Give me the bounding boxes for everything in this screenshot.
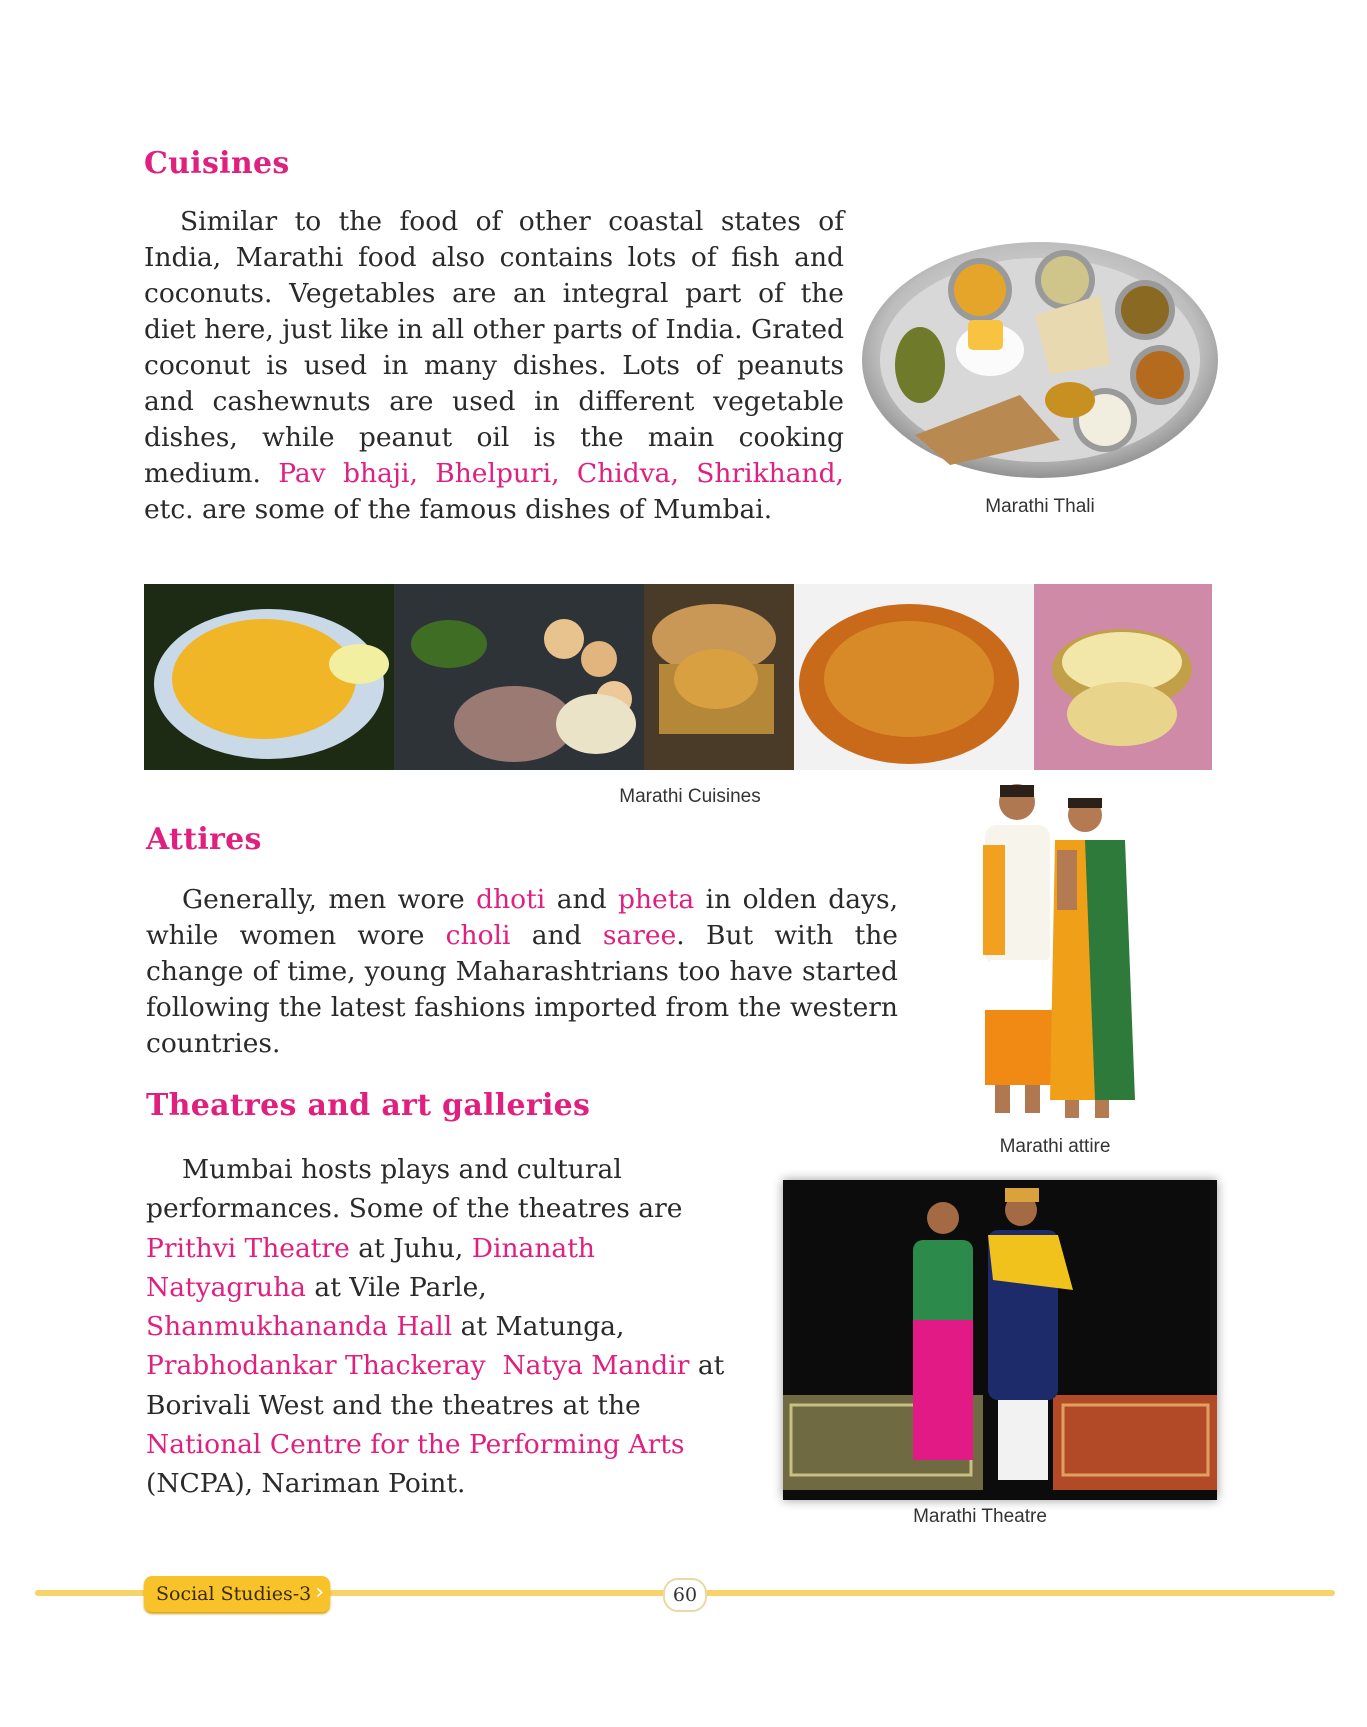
attire-caption: Marathi attire <box>999 1136 1111 1157</box>
attires-heading: Attires <box>146 822 262 857</box>
pheta-highlight: pheta <box>618 884 695 915</box>
theatre-caption: Marathi Theatre <box>913 1506 1047 1527</box>
marathi-theatre-image <box>783 1180 1217 1500</box>
cuisines-heading: Cuisines <box>144 146 290 181</box>
attires-text-5: . But with the change of time, young Maharashtrians too have started following the latest fashions imported from the western countries. <box>146 920 898 1059</box>
attires-paragraph <box>146 882 898 1062</box>
theatre-name-highlight: Prithvi Theatre <box>146 1232 350 1264</box>
theatres-text: Mumbai hosts plays and cultural <box>182 1154 622 1185</box>
cuisines-text-2: etc. are some of the famous dishes of Mumbai. <box>144 494 773 525</box>
theatres-line <box>146 1464 786 1503</box>
theatres-heading: Theatres and art galleries <box>146 1088 591 1123</box>
thali-caption: Marathi Thali <box>985 496 1095 517</box>
theatres-line <box>146 1229 786 1268</box>
theatre-name-highlight: Prabhodankar Thackeray Natya Mandir <box>146 1350 690 1382</box>
theatre-name-highlight: Natyagruha <box>146 1271 306 1303</box>
saree-highlight: saree <box>602 920 677 951</box>
theatre-name-highlight: National Centre for the Performing Arts <box>146 1429 685 1461</box>
theatres-text: Borivali West and the theatres at the <box>146 1389 641 1421</box>
theatres-text: (NCPA), Nariman Point. <box>146 1468 466 1500</box>
cuisines-strip-caption: Marathi Cuisines <box>619 786 761 807</box>
theatres-line <box>146 1425 786 1464</box>
theatres-line <box>146 1150 786 1189</box>
marathi-thali-image <box>860 235 1220 485</box>
theatres-line <box>146 1346 786 1385</box>
page-number: 60 <box>663 1578 707 1612</box>
theatres-line <box>146 1386 786 1425</box>
theatres-paragraph <box>146 1150 786 1504</box>
theatres-text: performances. Some of the theatres are <box>146 1193 683 1225</box>
marathi-attire-image <box>955 780 1145 1135</box>
theatres-text: at <box>689 1350 725 1382</box>
theatre-name-highlight: Dinanath <box>471 1232 595 1264</box>
famous-dishes-highlight: Pav bhaji, Bhelpuri, Chidva, Shrikhand, <box>278 458 844 489</box>
dhoti-highlight: dhoti <box>476 884 546 915</box>
theatres-line <box>146 1189 786 1228</box>
attires-text-3: in olden days, while women wore <box>146 884 898 951</box>
cuisines-paragraph <box>144 204 844 528</box>
theatres-text: at Vile Parle, <box>305 1271 487 1303</box>
theatres-line <box>146 1307 786 1346</box>
attires-text-4: and <box>510 920 603 951</box>
attires-text-1: Generally, men wore <box>182 884 477 915</box>
choli-highlight: choli <box>445 920 511 951</box>
theatres-line <box>146 1268 786 1307</box>
cuisines-text-1: Similar to the food of other coastal states of India, Marathi food also contains lots of fish and coconuts. Vegetables are an integral part of the diet here, just like in all other parts of India. Grated coconut is used in many dishes. Lots of peanuts and cashewnuts are used in different vegetable dishes, while peanut oil is the main cooking medium. <box>144 206 844 489</box>
chevron-right-icon: › <box>315 1580 324 1605</box>
book-title-badge <box>144 1576 330 1612</box>
attires-text-2: and <box>545 884 619 915</box>
marathi-cuisines-image <box>144 584 1212 770</box>
theatres-text: at Juhu, <box>349 1232 472 1264</box>
book-title: Social Studies-3 <box>156 1583 312 1605</box>
theatres-text: at Matunga, <box>452 1311 625 1343</box>
theatre-name-highlight: Shanmukhananda Hall <box>146 1311 453 1343</box>
